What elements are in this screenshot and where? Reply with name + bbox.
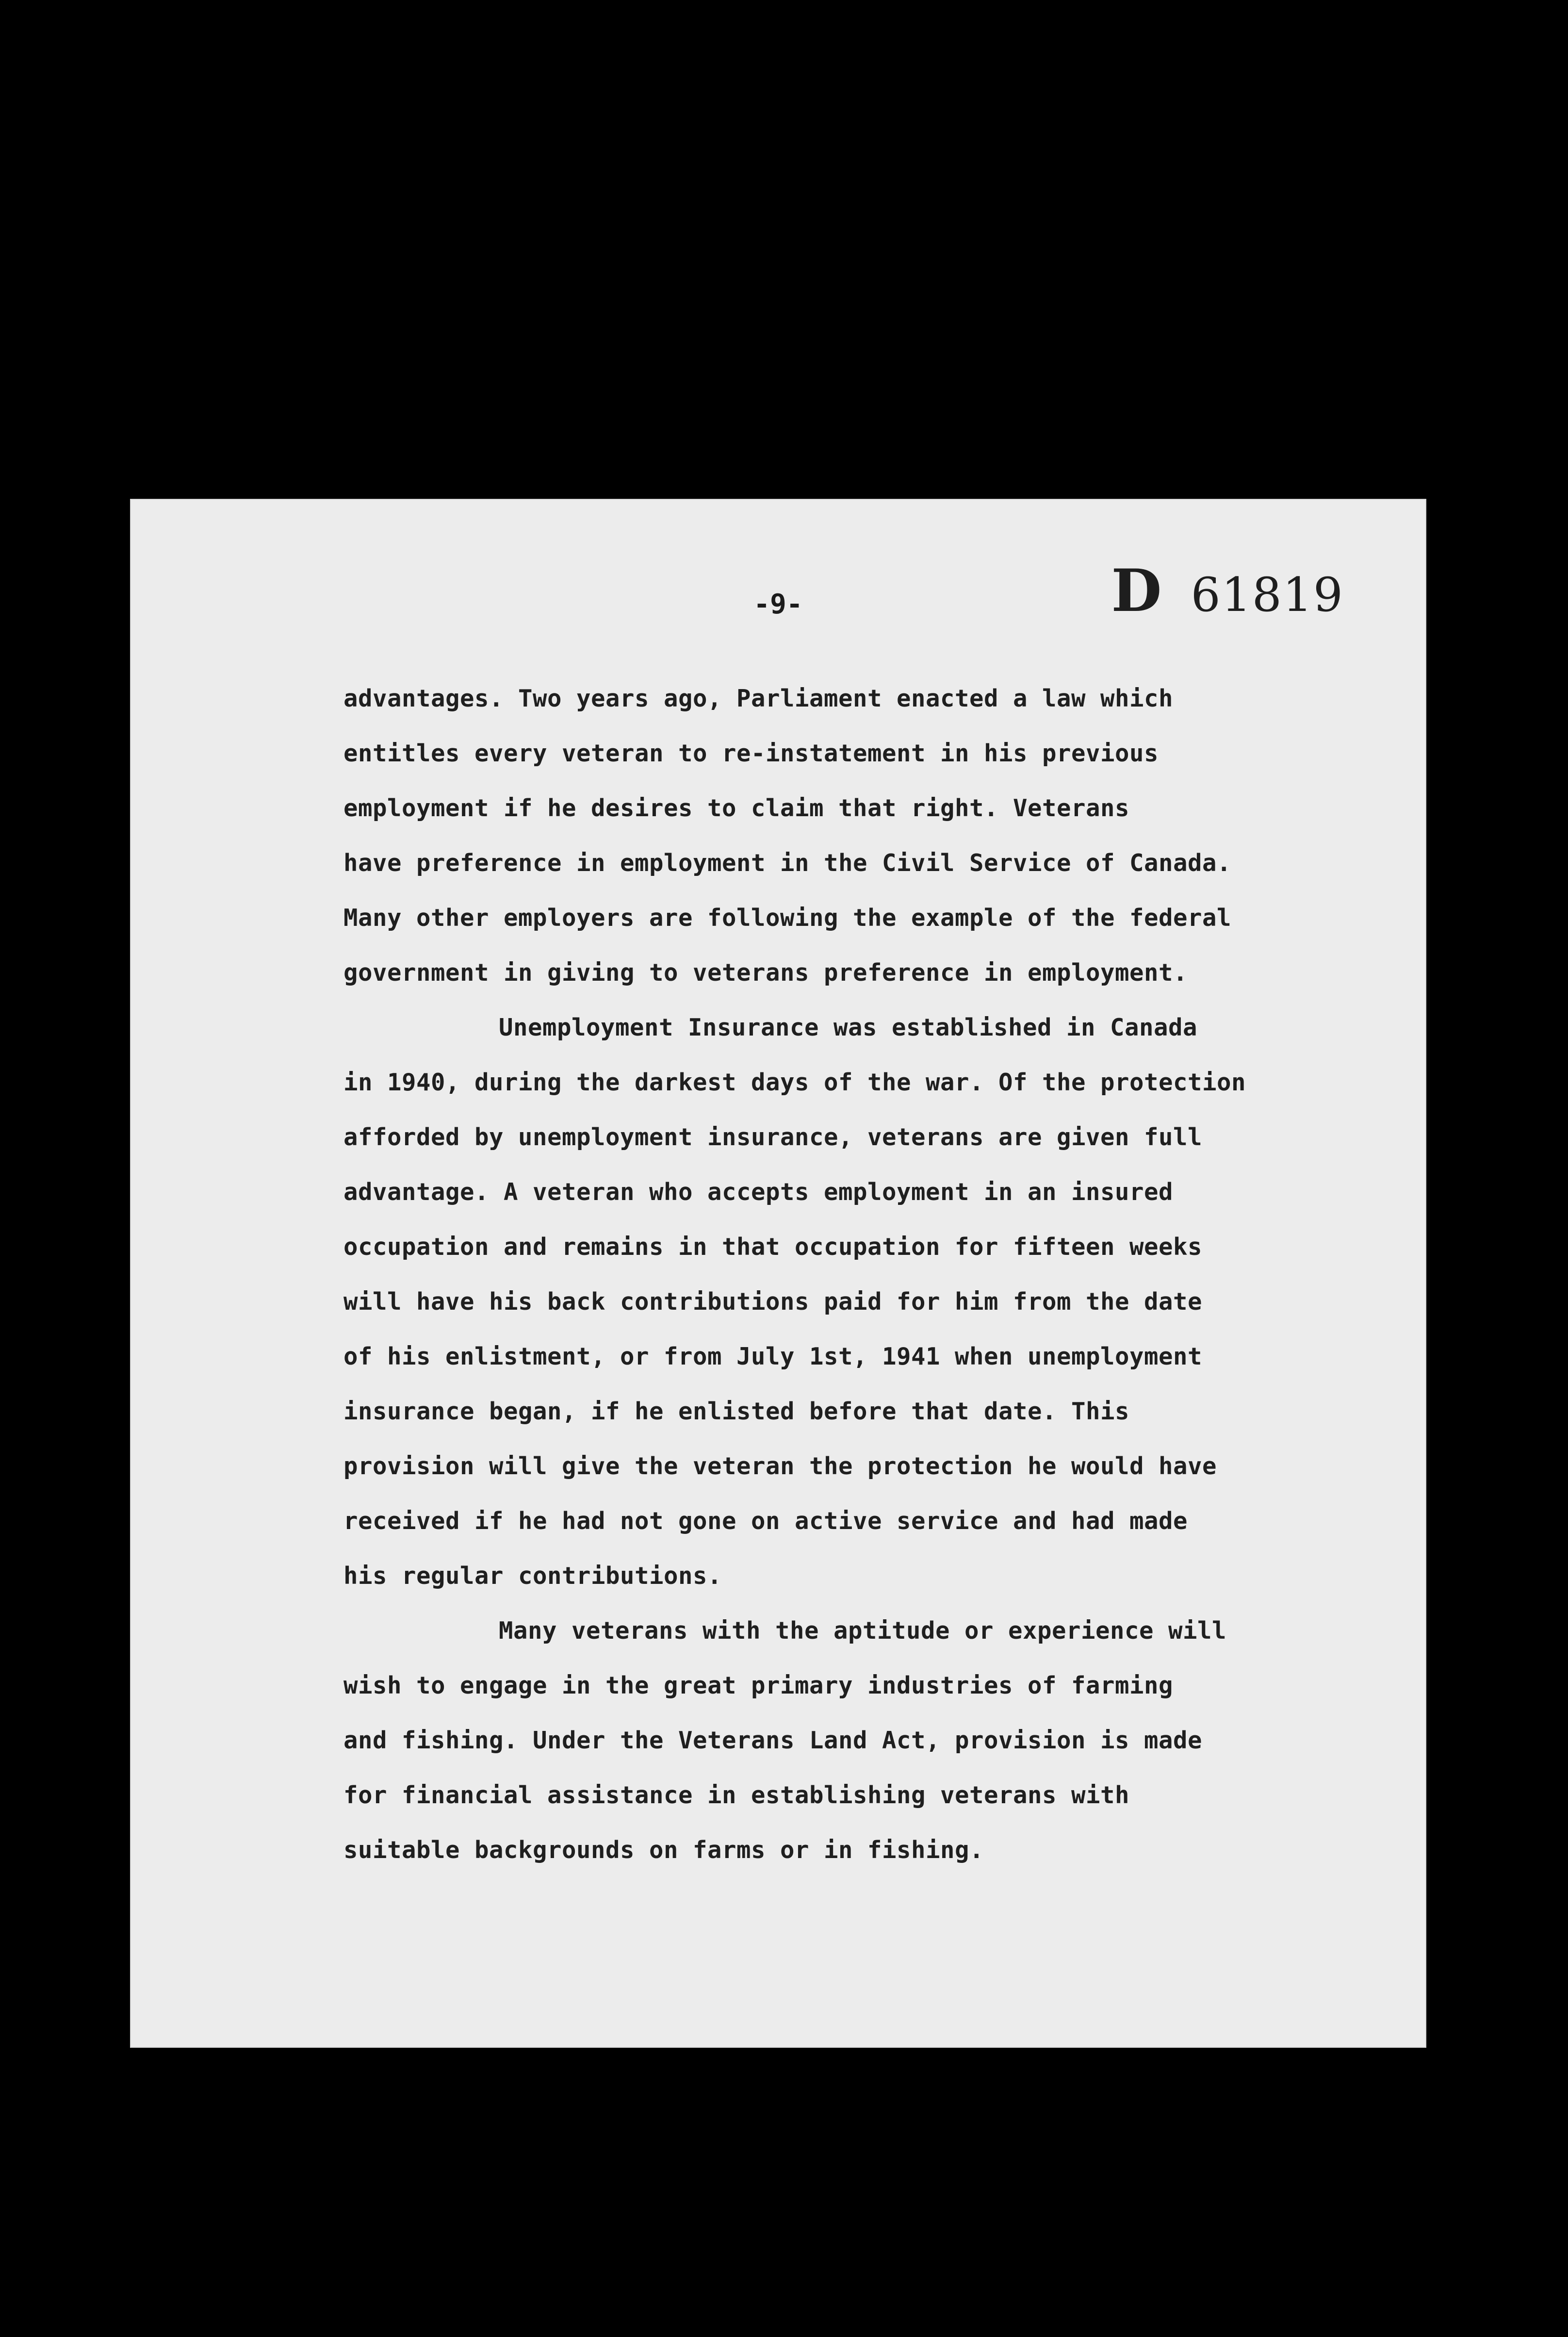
text-line: have preference in employment in the Civil Service of Canada. <box>343 849 1232 877</box>
text-line: employment if he desires to claim that right. Veterans <box>343 794 1130 822</box>
text-line: in 1940, during the darkest days of the war. Of the protection <box>343 1069 1246 1096</box>
stamp-letter: D <box>1111 557 1162 625</box>
text-line: wish to engage in the great primary industries of farming <box>343 1672 1174 1699</box>
text-line: of his enlistment, or from July 1st, 1941 when unemployment <box>343 1343 1203 1370</box>
text-line: Many veterans with the aptitude or experience will <box>499 1617 1227 1645</box>
text-line: government in giving to veterans preference in employment. <box>343 959 1188 987</box>
text-line: will have his back contributions paid for him from the date <box>343 1288 1203 1316</box>
text-line: provision will give the veteran the protection he would have <box>343 1452 1217 1480</box>
text-line: advantages. Two years ago, Parliament enacted a law which <box>343 685 1174 712</box>
text-line: Many other employers are following the example of the federal <box>343 904 1232 932</box>
text-line: and fishing. Under the Veterans Land Act, provision is made <box>343 1727 1203 1754</box>
text-line: occupation and remains in that occupation for fifteen weeks <box>343 1233 1203 1261</box>
text-line: insurance began, if he enlisted before that date. This <box>343 1398 1130 1425</box>
document-page <box>130 499 1426 2048</box>
text-line: Unemployment Insurance was established in Canada <box>499 1014 1198 1041</box>
paragraph-1 <box>343 671 1430 1000</box>
body-text <box>343 671 1430 1877</box>
text-line: suitable backgrounds on farms or in fishing. <box>343 1836 984 1864</box>
text-line: for financial assistance in establishing veterans with <box>343 1781 1130 1809</box>
text-line: received if he had not gone on active service and had made <box>343 1507 1188 1535</box>
page-number: -9- <box>753 589 803 620</box>
paragraph-2 <box>343 1000 1430 1603</box>
text-line: afforded by unemployment insurance, veterans are given full <box>343 1123 1203 1151</box>
text-line: his regular contributions. <box>343 1562 722 1590</box>
stamp-number: 61819 <box>1191 568 1344 622</box>
text-line: entitles every veteran to re-instatement in his previous <box>343 740 1159 767</box>
text-line: advantage. A veteran who accepts employment in an insured <box>343 1178 1174 1206</box>
paragraph-3 <box>343 1603 1430 1877</box>
